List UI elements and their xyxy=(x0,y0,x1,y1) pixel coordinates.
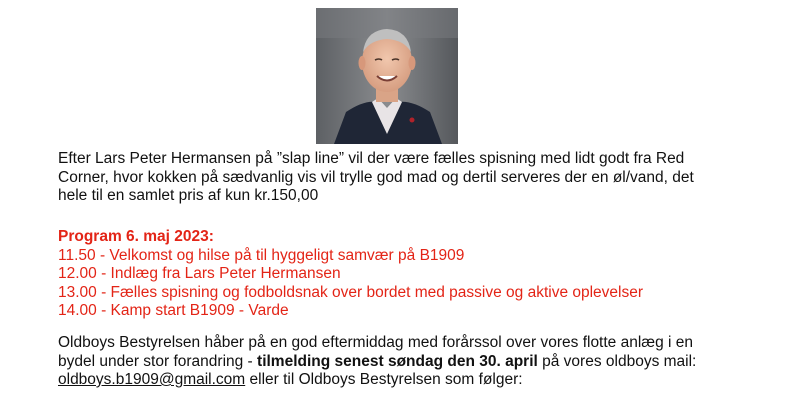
intro-line: Corner, hvor kokken på sædvanlig vis vil trylle god mad og dertil serveres der en øl/vand, det xyxy=(58,168,694,186)
program-section xyxy=(58,228,758,321)
program-item: 13.00 - Fælles spisning og fodboldsnak over bordet med passive og aktive oplevelser xyxy=(58,283,644,301)
closing-line xyxy=(58,353,758,372)
intro-line: Efter Lars Peter Hermansen på ”slap line” vil der være fælles spisning med lidt godt fra Red xyxy=(58,150,685,167)
intro-paragraph xyxy=(58,150,758,206)
program-item: 14.00 - Kamp start B1909 - Varde xyxy=(58,302,289,319)
closing-paragraph xyxy=(58,334,758,390)
closing-line: Oldboys Bestyrelsen håber på en god eftermiddag med forårssol over vores flotte anlæg i en xyxy=(58,334,693,351)
closing-text: eller til Oldboys Bestyrelsen som følger: xyxy=(245,371,523,388)
signup-deadline: tilmelding senest søndag den 30. april xyxy=(257,352,538,370)
program-item: 11.50 - Velkomst og hilse på til hyggeligt samvær på B1909 xyxy=(58,246,465,264)
portrait-image xyxy=(316,8,458,144)
email-link[interactable]: oldboys.b1909@gmail.com xyxy=(58,371,246,388)
closing-text: på vores oldboys mail: xyxy=(537,352,697,370)
closing-line xyxy=(58,371,758,390)
program-heading: Program 6. maj 2023: xyxy=(58,228,214,245)
program-item: 12.00 - Indlæg fra Lars Peter Hermansen xyxy=(58,265,341,282)
closing-text: bydel under stor forandring - xyxy=(58,352,258,370)
intro-line: hele til en samlet pris af kun kr.150,00 xyxy=(58,187,319,204)
speaker-photo xyxy=(316,8,458,144)
